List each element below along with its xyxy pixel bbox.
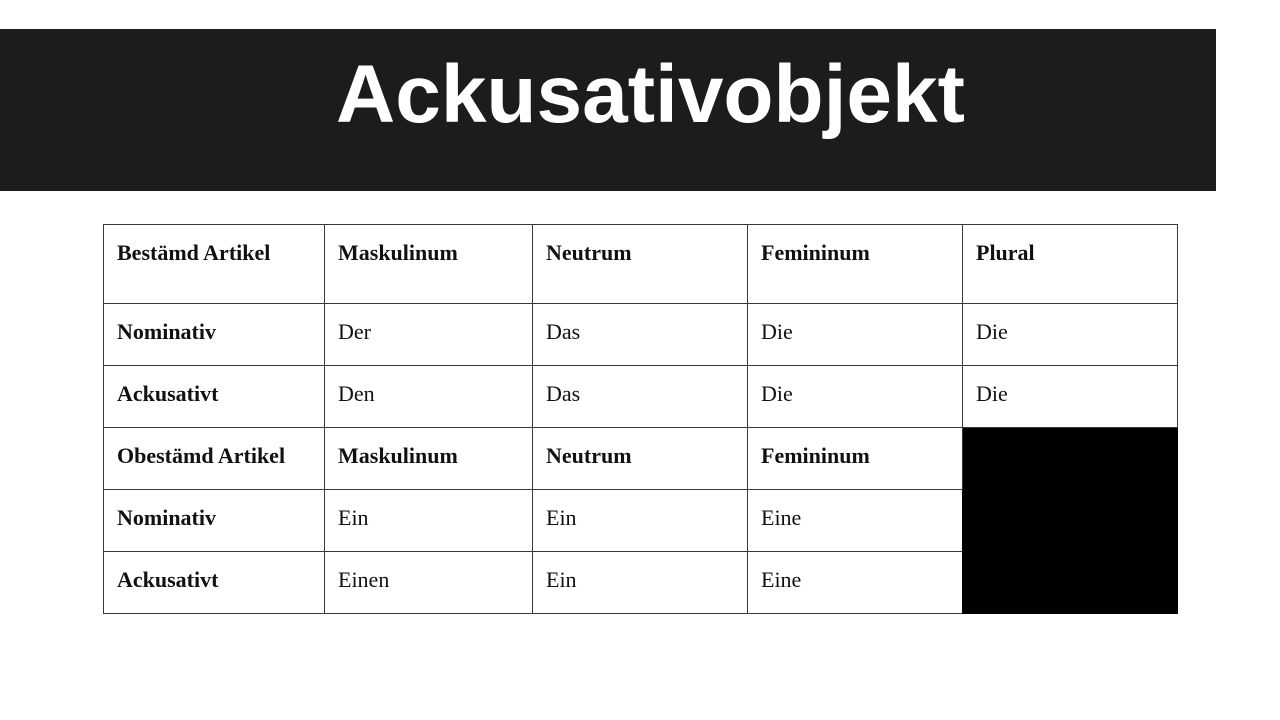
indefinite-header-label: Obestämd Artikel: [104, 428, 325, 490]
table-cell: Der: [325, 304, 533, 366]
table-row: [104, 304, 1178, 366]
table-cell: Die: [963, 366, 1178, 428]
header-plural: Plural: [963, 225, 1178, 304]
header-maskulinum: Maskulinum: [325, 225, 533, 304]
table-cell: Die: [963, 304, 1178, 366]
table-cell: Eine: [748, 552, 963, 614]
table-cell: Den: [325, 366, 533, 428]
table-cell: Das: [533, 304, 748, 366]
indefinite-header-row: [104, 428, 1178, 490]
definite-header-label: Bestämd Artikel: [104, 225, 325, 304]
case-label: Ackusativt: [104, 552, 325, 614]
table-cell: Eine: [748, 490, 963, 552]
definite-header-row: [104, 225, 1178, 304]
header-femininum: Femininum: [748, 225, 963, 304]
header-maskulinum: Maskulinum: [325, 428, 533, 490]
header-neutrum: Neutrum: [533, 428, 748, 490]
table-cell: Ein: [533, 490, 748, 552]
table-cell: Die: [748, 304, 963, 366]
header-neutrum: Neutrum: [533, 225, 748, 304]
header-femininum: Femininum: [748, 428, 963, 490]
table-cell: Die: [748, 366, 963, 428]
table-row: [104, 366, 1178, 428]
blackout-cell: [963, 428, 1178, 614]
table-cell: Ein: [325, 490, 533, 552]
table-cell: Das: [533, 366, 748, 428]
table-cell: Einen: [325, 552, 533, 614]
case-label: Nominativ: [104, 490, 325, 552]
case-label: Ackusativt: [104, 366, 325, 428]
table-cell: Ein: [533, 552, 748, 614]
case-label: Nominativ: [104, 304, 325, 366]
slide-title: Ackusativobjekt: [336, 49, 965, 140]
article-table: [103, 224, 1178, 614]
title-bar: [0, 29, 1216, 191]
